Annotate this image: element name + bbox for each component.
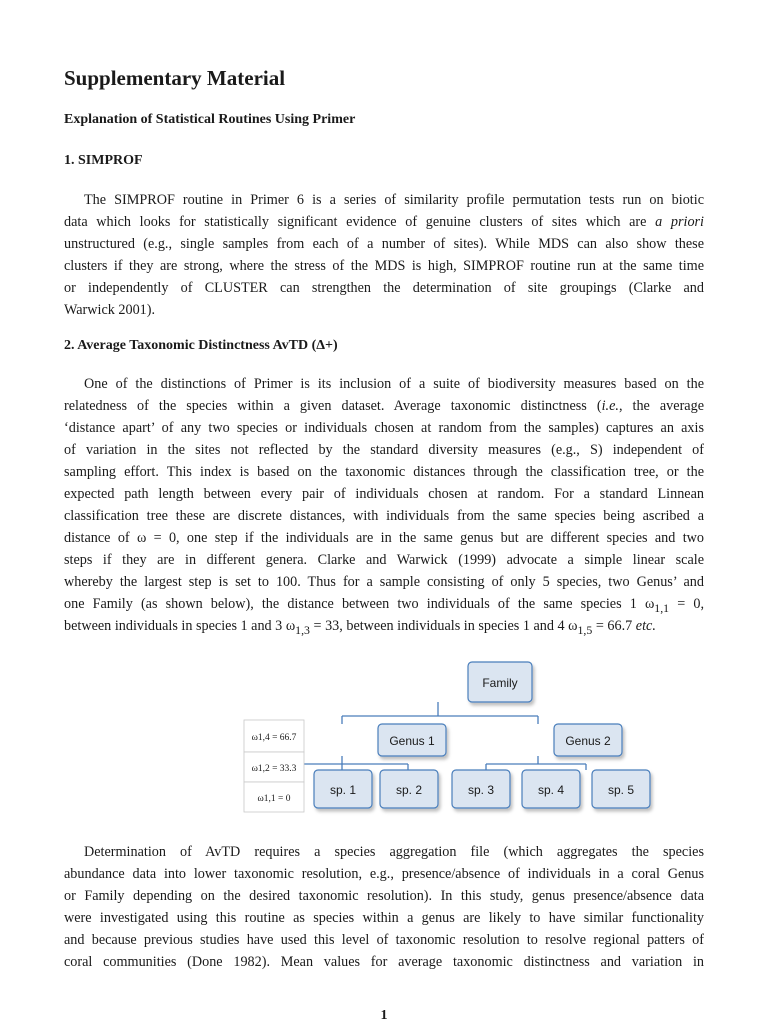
species-label: sp. 3 [467,783,495,797]
paragraph-line: whereby the largest step is set to 100. Thus for a sample consisting of only 5 species, two Genus’ and [64,574,704,590]
paragraph-line: unstructured (e.g., single samples from each of a number of sites). While MDS can also show these [64,236,704,252]
family-node [468,662,532,702]
paragraph-line: of variation in the sites not reflected by the standard diversity measures (e.g., S) independent of [64,442,704,458]
genus-1-node [378,724,446,756]
taxonomy-tree-diagram [238,656,658,828]
paragraph-line: or independently of CLUSTER can strengthen the determination of site groupings (Clarke and [64,280,704,296]
paragraph-line: distance of ω = 0, one step if the individuals are in the same genus but are different species and two [64,530,704,546]
section-3-paragraph [64,841,704,973]
paragraph-line: relatedness of the species within a given dataset. Average taxonomic distinctness (i.e., the average [64,398,704,414]
genus-2-node [554,724,622,756]
section-2-heading: 2. Average Taxonomic Distinctness AvTD (Δ+) [64,338,338,353]
distance-label: ω1,4 = 66.7 [251,733,297,743]
paragraph-line: one Family (as shown below), the distance between two individuals of the same species 1 $\omega_{1,1} = 0$, [64,596,704,615]
paragraph-line: clusters if they are strong, where the stress of the MDS is high, SIMPROF routine run at the same time [64,258,704,274]
paragraph-line: One of the distinctions of Primer is its inclusion of a suite of biodiversity measures based on the [84,376,704,392]
paragraph-line: between individuals in species 1 and 3 $\omega_{1,3} = 33$, between individuals in species 1 and 4 $\omega_{1,5} = 66.7$ etc. [64,618,656,637]
paragraph-line: abundance data into lower taxonomic resolution, e.g., presence/absence of individuals in a coral Genus [64,866,704,882]
species-label: sp. 4 [537,783,565,797]
page-title: Supplementary Material [64,66,286,90]
paragraph-line: and because previous studies have used this level of taxonomic resolution to resolve regional patters of [64,932,704,948]
paragraph-line: expected path length between every pair of individuals chosen at random. For a standard Linnean [64,486,704,502]
genus-1-label: Genus 1 [389,734,435,748]
paragraph-line: or Family depending on the desired taxonomic resolution). In this study, genus presence/absence data [64,888,704,904]
page-number: 1 [380,1008,388,1023]
paragraph-line: coral communities (Done 1982). Mean values for average taxonomic distinctness and variation in [64,954,704,970]
family-label: Family [482,676,518,690]
paragraph-line: classification tree these are discrete distances, with individuals from the same species being ascribed a [64,508,704,524]
section-1-heading: 1. SIMPROF [64,153,143,168]
paragraph-line: Warwick 2001). [64,302,156,318]
section-1-paragraph [64,189,704,321]
species-label: sp. 1 [329,783,357,797]
paragraph-line: The SIMPROF routine in Primer 6 is a series of similarity profile permutation tests run on biotic [84,192,704,208]
distance-label: ω1,1 = 0 [257,794,291,804]
paragraph-line: were investigated using this routine as species within a genus are likely to have similar functionality [64,910,704,926]
species-label: sp. 5 [607,783,635,797]
paragraph-line: steps if they are in different genera. Clarke and Warwick (1999) advocate a simple linear scale [64,552,704,568]
paragraph-line: sampling effort. This index is based on the taxonomic distances through the classification tree, or the [64,464,704,480]
page-subtitle: Explanation of Statistical Routines Using Primer [64,112,356,127]
paragraph-line: Determination of AvTD requires a species aggregation file (which aggregates the species [84,844,704,860]
distance-labels [244,720,304,812]
paragraph-line: ‘distance apart’ of any two species or individuals chosen at random from the samples) captures an axis [64,420,704,436]
section-2-paragraph [64,373,704,637]
genus-2-label: Genus 2 [565,734,611,748]
species-nodes [314,770,650,808]
distance-label: ω1,2 = 33.3 [251,764,297,774]
paragraph-line: data which looks for statistically significant evidence of genuine clusters of sites which are a priori [64,214,704,230]
species-label: sp. 2 [395,783,423,797]
